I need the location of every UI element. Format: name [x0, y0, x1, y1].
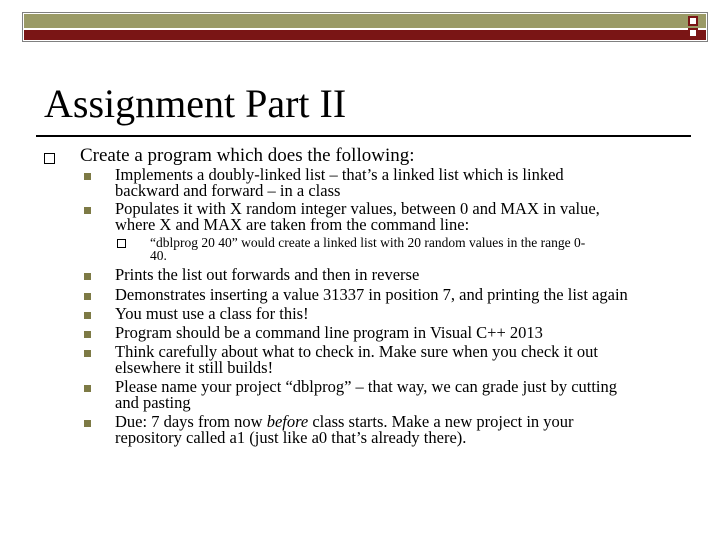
- due-text-end: class starts. Make a new project in your repository called a1 (just like a0 that’s already there).: [115, 412, 574, 447]
- list-item: Think carefully about what to check in. Make sure when you check it out elsewhere it still builds!: [115, 342, 598, 377]
- slide-title: Assignment Part II: [44, 81, 347, 126]
- square-bullet-icon: [84, 293, 91, 300]
- sub-list-item: “dblprog 20 40” would create a linked list with 20 random values in the range 0- 40.: [150, 235, 586, 263]
- square-bullet-icon: [84, 273, 91, 280]
- list-item: Please name your project “dblprog” – that way, we can grade just by cutting and pasting: [115, 377, 618, 412]
- square-bullet-icon: [84, 420, 91, 427]
- square-bullet-icon: [84, 312, 91, 319]
- list-item: Prints the list out forwards and then in reverse: [115, 265, 420, 284]
- list-item: Implements a doubly-linked list – that’s a linked list which is linked backward and forward – in a class: [115, 165, 564, 200]
- hollow-square-bullet-icon: [44, 153, 55, 164]
- square-bullet-icon: [84, 173, 91, 180]
- list-item: Demonstrates inserting a value 31337 in position 7, and printing the list again: [115, 285, 628, 304]
- square-bullet-icon: [84, 207, 91, 214]
- list-item: Program should be a command line program in Visual C++ 2013: [115, 323, 543, 342]
- list-item: You must use a class for this!: [115, 304, 309, 323]
- due-text-start: Due: 7 days from now: [115, 412, 267, 431]
- square-bullet-icon: [84, 331, 91, 338]
- bullet-text-level1: Create a program which does the following:: [80, 145, 415, 166]
- list-item: Populates it with X random integer values, between 0 and MAX in value, where X and MAX are taken from the command line:: [115, 199, 600, 234]
- hollow-square-bullet-icon: [117, 239, 126, 248]
- list-item-due: [115, 414, 574, 446]
- due-text-emphasis: before: [266, 412, 309, 431]
- square-bullet-icon: [84, 350, 91, 357]
- square-bullet-icon: [84, 385, 91, 392]
